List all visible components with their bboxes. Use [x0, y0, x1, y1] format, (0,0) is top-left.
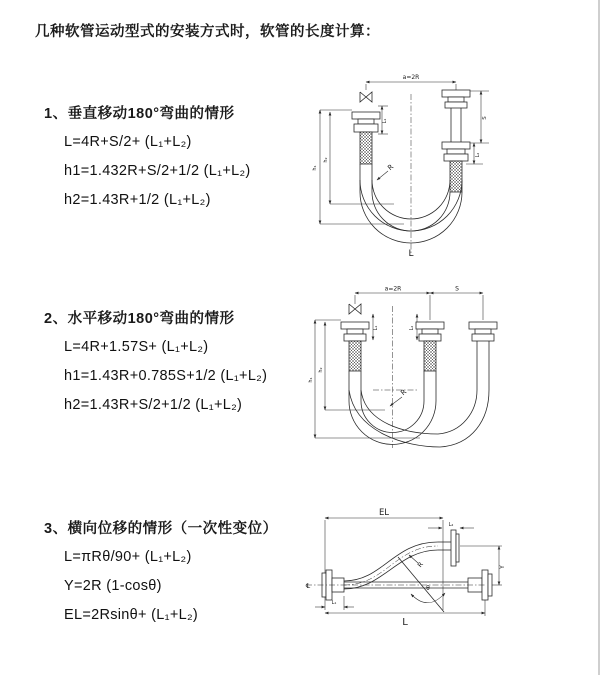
section-3-heading: 3、横向位移的情形（一次性变位）: [44, 521, 278, 537]
d2-right-pipe: [469, 322, 497, 390]
d2-u-bend-hose: [349, 387, 489, 447]
d1-right-hose-braid: [450, 161, 462, 192]
d1-label-l: L: [408, 249, 414, 259]
d1-left-hose-braid: [360, 132, 372, 164]
d3-label-l: L: [402, 617, 408, 628]
d3-label-theta: θ: [426, 585, 430, 592]
d3-label-y: Y: [499, 565, 506, 569]
section-2-heading: 2、水平移动180°弯曲的情形: [44, 311, 235, 327]
d1-label-l1: L₁: [382, 118, 388, 124]
section-1-formula-h1: h1=1.432R+S/2+1/2 (L₁+L₂): [64, 163, 251, 179]
d3-label-l2: L₂: [448, 522, 454, 528]
d2-label-s: S: [455, 285, 459, 293]
section-2-formula-L: L=4R+1.57S+ (L₁+L₂): [64, 339, 209, 355]
d3-dimensions: [315, 518, 502, 616]
d1-label-h1: h₁: [312, 165, 318, 171]
page-title: 几种软管运动型式的安装方式时，软管的长度计算：: [35, 24, 380, 40]
diagram-horizontal-180: [305, 280, 575, 455]
section-3: [44, 517, 278, 636]
d3-label-centerline: ℄: [305, 582, 311, 590]
d2-middle-pipe: [416, 322, 444, 401]
d2-label-a2r: a=2R: [384, 285, 402, 293]
d1-label-s: S: [482, 116, 488, 120]
d3-label-el: EL: [378, 508, 390, 518]
d1-label-a2r: a=2R: [402, 74, 420, 81]
d2-valve-icon: [349, 304, 361, 314]
d2-label-l1: L₁: [373, 325, 379, 331]
d3-upper-flange: [438, 530, 459, 566]
d1-valve-icon: [360, 92, 372, 102]
diagram-lateral-displacement: [298, 500, 588, 655]
d1-label-r: R: [386, 162, 396, 173]
section-1-formula-L: L=4R+S/2+ (L₁+L₂): [64, 134, 192, 150]
section-3-formula-Y: Y=2R (1-cosθ): [64, 578, 162, 594]
d1-left-pipe: [352, 112, 380, 192]
section-1: [44, 102, 251, 221]
section-1-formula-h2: h2=1.43R+1/2 (L₁+L₂): [64, 192, 211, 208]
diagram-vertical-180: [308, 68, 558, 263]
section-2-formula-h2: h2=1.43R+S/2+1/2 (L₁+L₂): [64, 397, 243, 413]
d1-right-pipe: [442, 90, 470, 192]
d1-label-l2: L₂: [475, 152, 481, 158]
d2-middle-hose-braid: [424, 341, 436, 371]
d2-dimensions: [315, 293, 483, 438]
d3-label-r: R: [415, 560, 425, 570]
d2-label-l2: L₂: [409, 325, 415, 331]
d2-label-h1: h₁: [308, 377, 314, 383]
section-3-formula-L: L=πRθ/90+ (L₁+L₂): [64, 549, 192, 565]
d2-label-r: R: [399, 387, 409, 398]
section-2-formula-h1: h1=1.43R+0.785S+1/2 (L₁+L₂): [64, 368, 268, 384]
d1-label-h2: h₂: [323, 157, 329, 163]
d2-label-h2: h₂: [318, 367, 324, 373]
d2-left-hose-braid: [349, 341, 361, 371]
section-3-formula-EL: EL=2Rsinθ+ (L₁+L₂): [64, 607, 199, 623]
d3-labels: [306, 508, 506, 628]
section-1-heading: 1、垂直移动180°弯曲的情形: [44, 106, 235, 122]
section-2: [44, 307, 267, 426]
d2-left-pipe: [341, 322, 369, 401]
d3-label-l1: L₁: [331, 600, 337, 606]
